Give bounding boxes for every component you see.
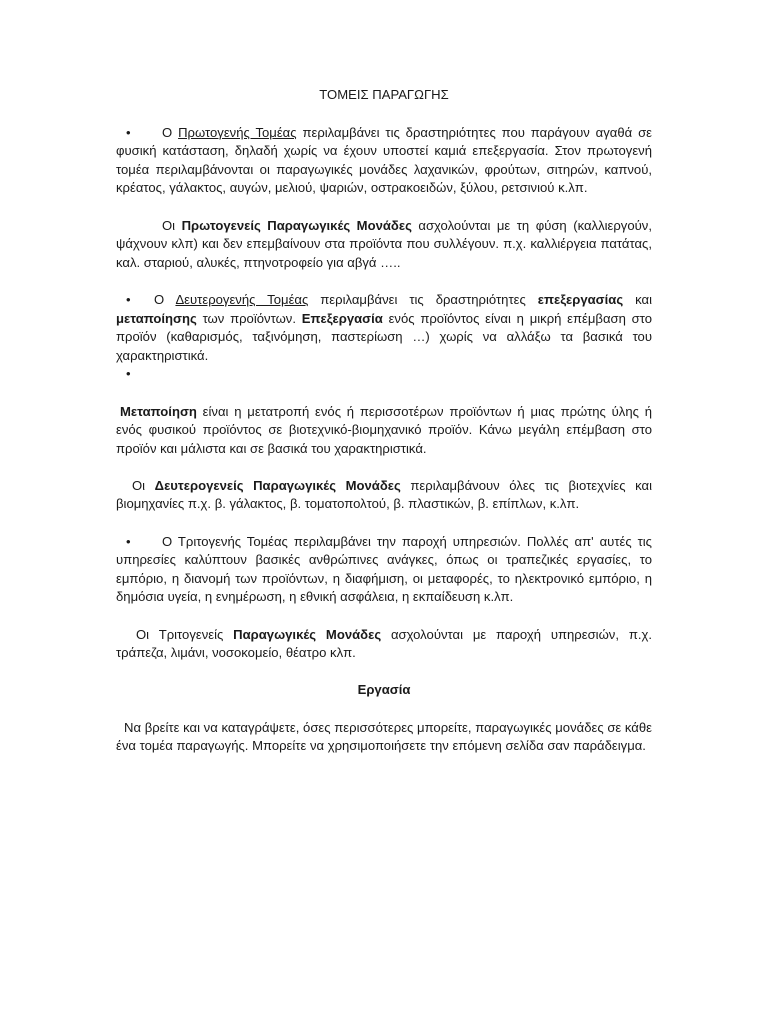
primary-units-term: Πρωτογενείς Παραγωγικές Μονάδες (181, 217, 412, 233)
transformation-paragraph: Μεταποίηση είναι η μετατροπή ενός ή περισσοτέρων προϊόντων ή μιας πρώτης ύλης ή ενός φυσικού προϊόντος σε βιοτεχνικό-βιομηχανικό προϊόν. Κάνω μεγάλη επέμβαση στο προϊόν και μάλιστα και σε βασικά του χαρακτηριστικά. (116, 403, 652, 456)
processing-definition-term: Επεξεργασία (301, 310, 383, 326)
transformation-definition-term: Μεταποίηση (120, 403, 197, 419)
document-page (116, 86, 652, 756)
bullet-icon: • (126, 366, 131, 382)
primary-sector-paragraph: • Ο Πρωτογενής Τομέας περιλαμβάνει τις δραστηριότητες που παράγουν αγαθά σε φυσική κατάσταση, δηλαδή χωρίς να έχουν υποστεί καμιά επεξεργασία. Στον πρωτογενή τομέα περιλαμβάνονται οι παραγωγικές μονάδες λαχανικών, φρούτων, σιτηρών, καπνού, κρέατος, γάλακτος, αυγών, μελιού, ψαριών, οστρακοειδών, ξύλου, ρετσινιού κ.λπ. (116, 124, 652, 196)
bullet-icon: • (126, 124, 131, 140)
secondary-sector-term: Δευτερογενής Τομέας (175, 291, 309, 307)
primary-sector-term: Πρωτογενής Τομέας (178, 124, 297, 140)
task-heading: Εργασία (357, 682, 411, 698)
tertiary-sector-paragraph: • Ο Τριτογενής Τομέας περιλαμβάνει την παροχή υπηρεσιών. Πολλές απ' αυτές τις υπηρεσίες καλύπτουν βασικές ανθρώπινες ανάγκες, όπως οι τραπεζικές εργασίες, το εμπόριο, η διανομή των προϊόντων, η διαφήμιση, οι μεταφορές, το ηλεκτρονικό εμπόριο, η δημόσια υγεία, η ενημέρωση, η εθνική ασφάλεια, η εκπαίδευση κ.λπ. (116, 533, 652, 605)
secondary-units-paragraph: Οι Δευτερογενείς Παραγωγικές Μονάδες περιλαμβάνουν όλες τις βιοτεχνίες και βιομηχανίες π.χ. β. γάλακτος, β. τοματοπολτού, β. πλαστικών, β. επίπλων, κ.λπ. (116, 477, 652, 512)
tertiary-units-term: Παραγωγικές Μονάδες (233, 626, 382, 642)
empty-bullet (116, 365, 652, 384)
secondary-units-term: Δευτερογενείς Παραγωγικές Μονάδες (154, 477, 401, 493)
bullet-icon: • (126, 533, 131, 549)
page-title: ΤΟΜΕΙΣ ΠΑΡΑΓΩΓΗΣ (319, 87, 449, 102)
bullet-icon: • (126, 291, 131, 307)
transformation-term: μεταποίησης (116, 310, 197, 326)
processing-term: επεξεργασίας (537, 291, 624, 307)
task-paragraph: Να βρείτε και να καταγράψετε, όσες περισσότερες μπορείτε, παραγωγικές μονάδες σε κάθε ένα τομέα παραγωγής. Μπορείτε να χρησιμοποιήσετε την επόμενη σελίδα σαν παράδειγμα. (116, 719, 652, 754)
secondary-sector-paragraph: • Ο Δευτερογενής Τομέας περιλαμβάνει τις δραστηριότητες επεξεργασίας και μεταποίησης των προϊόντων. Επεξεργασία ενός προϊόντος είναι η μικρή επέμβαση στο προϊόν (καθαρισμός, ταξινόμηση, παστερίωση …) χωρίς να αλλάξω τα βασικά του χαρακτηριστικά. (116, 291, 652, 363)
tertiary-units-paragraph: Οι Τριτογενείς Παραγωγικές Μονάδες ασχολούνται με παροχή υπηρεσιών, π.χ. τράπεζα, λιμάνι, νοσοκομείο, θέατρο κλπ. (116, 626, 653, 661)
primary-units-paragraph: Οι Πρωτογενείς Παραγωγικές Μονάδες ασχολούνται με τη φύση (καλλιεργούν, ψάχνουν κλπ) και δεν επεμβαίνουν στα προϊόντα που συλλέγουν. π.χ. καλλιέργεια πατάτας, καλ. σταριού, αλυκές, πτηνοτροφείο για αβγά ….. (116, 217, 652, 270)
